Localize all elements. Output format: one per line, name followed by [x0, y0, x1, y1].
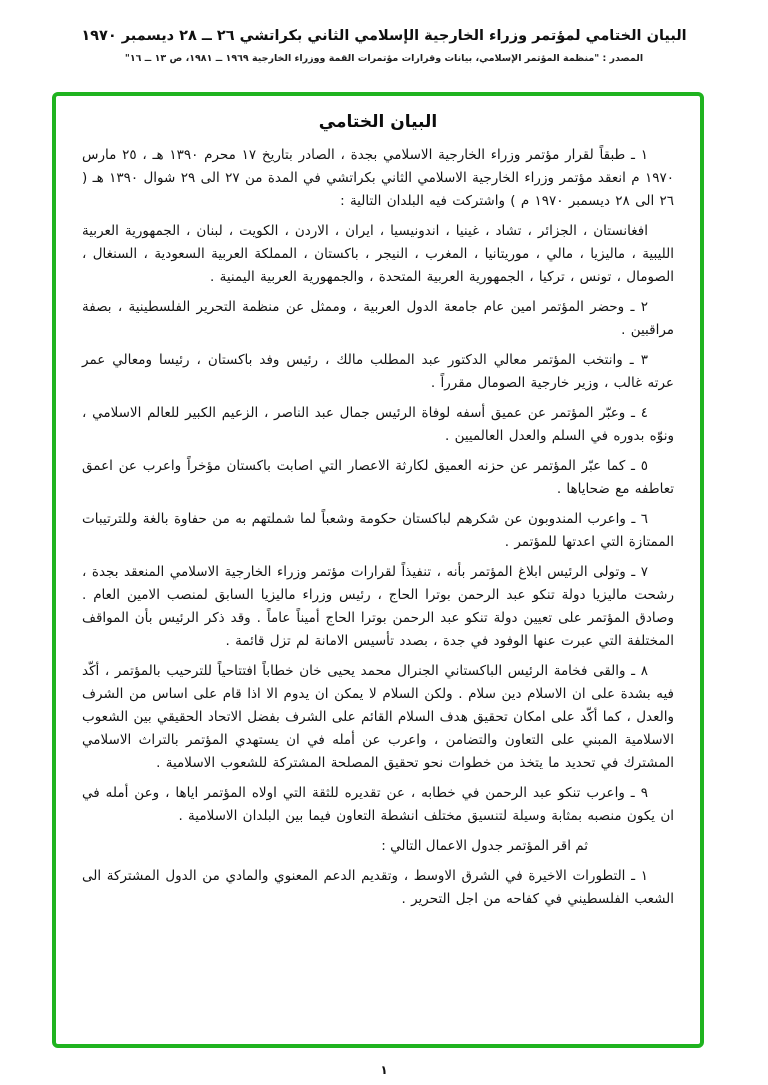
communique-title: البيان الختامي — [318, 112, 438, 132]
paragraph-2: ٢ ـ وحضر المؤتمر امين عام جامعة الدول العربية ، وممثل عن منظمة التحرير الفلسطينية ، بصفة مراقبين . — [82, 299, 674, 338]
paragraph-5: ٥ ـ كما عبّر المؤتمر عن حزنه العميق لكارثة الاعصار التي اصابت باكستان مؤخراً واعرب عن اعمق تعاطفه مع ضحاياها . — [82, 458, 674, 497]
paragraph-8: ٨ ـ والقى فخامة الرئيس الباكستاني الجنرال محمد يحيى خان خطاباً افتتاحياً للترحيب بالمؤتمر ، أكّد فيه بشدة على ان الاسلام دين سلام . ولكن السلام لا يمكن ان يدوم الا اذا قام على اساس من الشرف والعدل ، كما أكّد على امكان تحقيق هدف السلام القائم على الشرف بفضل الاتحاد الحقيقي بين الشعوب الاسلامية المبني على التعاون والتضامن ، واعرب عن أمله في ان يستهدي المؤتمر بالتراث الاسلامي المشترك في تحديد ما يتخذ من خطوات نحو تحقيق المصلحة المشتركة للشعوب الاسلامية . — [82, 663, 674, 771]
agenda-leadin: ثم اقر المؤتمر جدول الاعمال التالي : — [381, 838, 588, 854]
paragraph-6: ٦ ـ واعرب المندوبون عن شكرهم لباكستان حكومة وشعباً لما شملتهم به من حفاوة بالغة وللترتيبات الممتازة التي اعدتها للمؤتمر . — [82, 511, 674, 550]
document-header — [0, 0, 768, 64]
paragraph-countries: افغانستان ، الجزائر ، تشاد ، غينيا ، اندونيسيا ، ايران ، الاردن ، الكويت ، لبنان ، الجمهورية العربية الليبية ، ماليزيا ، مالي ، موريتانيا ، المغرب ، النيجر ، باكستان ، المملكة العربية السعودية ، السنغال ، الصومال ، تونس ، تركيا ، الجمهورية العربية المتحدة ، والجمهورية العربية اليمنية . — [82, 223, 674, 285]
paragraph-3: ٣ ـ وانتخب المؤتمر معالي الدكتور عبد المطلب مالك ، رئيس وفد باكستان ، رئيسا ومعالي عمر عرته غالب ، وزير خارجية الصومال مقرراً . — [82, 352, 674, 391]
communique-box — [52, 92, 704, 1048]
paragraph-7: ٧ ـ وتولى الرئيس ابلاغ المؤتمر بأنه ، تنفيذاً لقرارات مؤتمر وزراء الخارجية الاسلامي المنعقد بجدة ، رشحت ماليزيا دولة تنكو عبد الرحمن بوترا الحاج ، رئيس وزراء ماليزيا السابق لمنصب الامين العام . وصادق المؤتمر على تعيين دولة تنكو عبد الرحمن بوترا الحاج أميناً عاماً . وقد ذكر الرئيس بأن المواقف المختلفة التي عبرت عنها الوفود في جدة ، بصدد تأسيس الامانة لم تزل قائمة . — [82, 564, 674, 649]
page-number: ١ — [380, 1063, 388, 1077]
source-line: المصدر : "منظمة المؤتمر الإسلامي، بيانات وقرارات مؤتمرات القمة ووزراء الخارجية ١٩٦٩ ــ ١٩٨١، ص ١٣ ــ ١٦" — [124, 53, 644, 64]
paragraph-9: ٩ ـ واعرب تنكو عبد الرحمن في خطابه ، عن تقديره للثقة التي اولاه المؤتمر اياها ، وعن أمله في ان يكون منصبه بمثابة وسيلة لتنسيق مختلف انشطة التعاون فيما بين البلدان الاسلامية . — [82, 785, 674, 824]
agenda-item-1: ١ ـ التطورات الاخيرة في الشرق الاوسط ، وتقديم الدعم المعنوي والمادي من الدول المشتركة الى الشعب الفلسطيني في كفاحه من اجل التحرير . — [82, 868, 674, 907]
header-title: البيان الختامي لمؤتمر وزراء الخارجية الإسلامي الثاني بكراتشي ٢٦ ــ ٢٨ ديسمبر ١٩٧٠ — [81, 28, 687, 44]
paragraph-1: ١ ـ طبقاً لقرار مؤتمر وزراء الخارجية الاسلامي بجدة ، الصادر بتاريخ ١٧ محرم ١٣٩٠ هـ ، ٢٥ مارس ١٩٧٠ م انعقد مؤتمر وزراء الخارجية الاسلامي الثاني بكراتشي في المدة من ٢٧ الى ٢٩ شوال ١٣٩٠ هـ ( ٢٦ الى ٢٨ ديسمبر ١٩٧٠ م ) واشتركت فيه البلدان التالية : — [82, 147, 674, 209]
paragraph-4: ٤ ـ وعبّر المؤتمر عن عميق أسفه لوفاة الرئيس جمال عبد الناصر ، الزعيم الكبير للعالم الاسلامي ، ونوّه بدوره في السلم والعدل العالميين . — [82, 405, 674, 444]
